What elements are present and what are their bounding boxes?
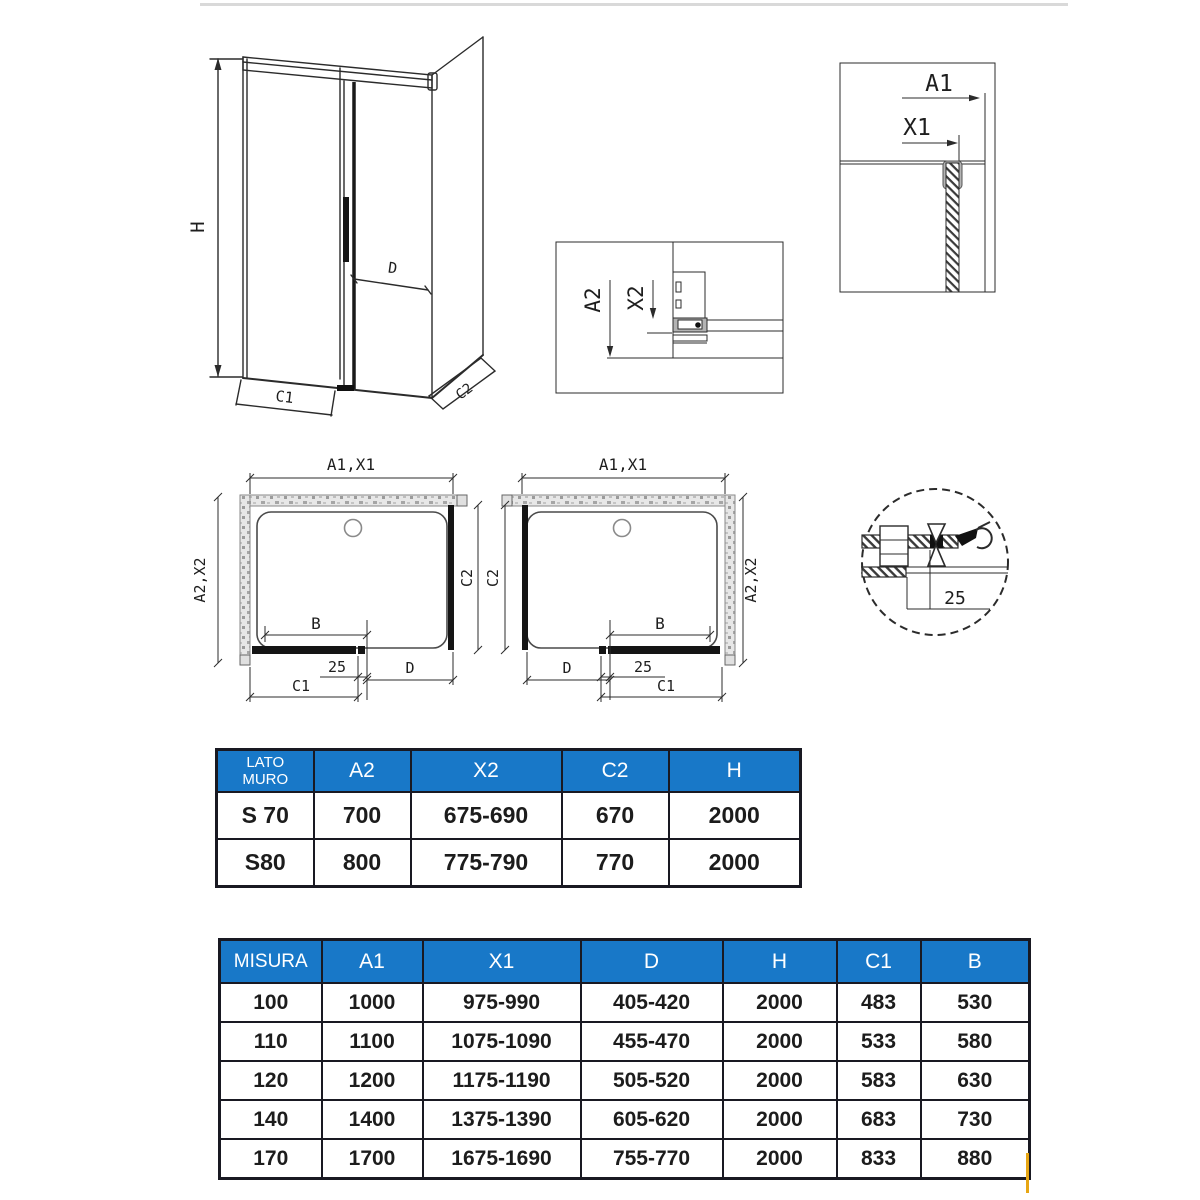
table-cell: 2000 xyxy=(723,1100,837,1139)
height-dimension xyxy=(210,58,242,377)
wall-profile-detail-a2x2 xyxy=(550,230,795,405)
width-dimension xyxy=(518,473,729,494)
table-row xyxy=(220,983,1030,1022)
table-cell: 483 xyxy=(837,983,921,1022)
table-cell: 1700 xyxy=(322,1139,423,1179)
column-header: B xyxy=(921,940,1030,984)
table-cell: 730 xyxy=(921,1100,1030,1139)
side-glass xyxy=(522,505,528,650)
table-row xyxy=(217,839,801,887)
column-header: C1 xyxy=(837,940,921,984)
column-header: D xyxy=(581,940,723,984)
column-header: X2 xyxy=(411,750,562,793)
table-row xyxy=(220,1100,1030,1139)
label-overlap: 25 xyxy=(633,658,653,676)
table-cell: 100 xyxy=(220,983,322,1022)
table-row xyxy=(220,1022,1030,1061)
table-cell: 2000 xyxy=(723,983,837,1022)
table-cell: 683 xyxy=(837,1100,921,1139)
label-c1: C1 xyxy=(291,677,311,695)
drain xyxy=(345,520,362,537)
table-cell: 700 xyxy=(314,792,411,839)
label-c1: C1 xyxy=(656,677,676,695)
label-h: H xyxy=(187,221,209,233)
table-cell: 670 xyxy=(562,792,669,839)
iso-view-drawing xyxy=(180,25,530,440)
table-cell: 2000 xyxy=(669,792,801,839)
table-cell: 605-620 xyxy=(581,1100,723,1139)
c2-dimension xyxy=(501,501,509,654)
plan-view-left xyxy=(190,450,490,710)
table-cell: 630 xyxy=(921,1061,1030,1100)
table-cell: 1075-1090 xyxy=(423,1022,581,1061)
table-row xyxy=(220,1139,1030,1179)
door-handle xyxy=(343,197,349,262)
table-cell: 1200 xyxy=(322,1061,423,1100)
label-width: A1,X1 xyxy=(598,455,648,474)
door-glass xyxy=(608,646,720,654)
label-overlap: 25 xyxy=(327,658,347,676)
column-header: MISURA xyxy=(220,940,322,984)
spec-table-sizes xyxy=(218,938,1031,1180)
door-glass xyxy=(252,646,356,654)
width-dimension xyxy=(246,473,457,494)
column-header: X1 xyxy=(423,940,581,984)
table-cell: 533 xyxy=(837,1022,921,1061)
top-divider xyxy=(200,3,1068,6)
fixed-panel xyxy=(243,57,437,398)
table-cell: 1175-1190 xyxy=(423,1061,581,1100)
detail-frame xyxy=(556,242,783,393)
label-c1: C1 xyxy=(274,387,295,408)
label-b: B xyxy=(655,614,665,633)
x2-arrow xyxy=(647,280,672,333)
label-opening: D xyxy=(405,659,415,677)
label-overlap: 25 xyxy=(944,588,966,609)
drain xyxy=(614,520,631,537)
table-cell: 1375-1390 xyxy=(423,1100,581,1139)
accent-mark xyxy=(1026,1153,1029,1193)
table-cell: 1000 xyxy=(322,983,423,1022)
table-cell: 580 xyxy=(921,1022,1030,1061)
table-cell: 1100 xyxy=(322,1022,423,1061)
table-cell: 110 xyxy=(220,1022,322,1061)
table-cell: 1400 xyxy=(322,1100,423,1139)
label-x2: X2 xyxy=(624,285,648,311)
label-opening: D xyxy=(562,659,572,677)
table-cell: 1675-1690 xyxy=(423,1139,581,1179)
table-cell: 120 xyxy=(220,1061,322,1100)
table-cell: 2000 xyxy=(723,1139,837,1179)
table-cell: 755-770 xyxy=(581,1139,723,1179)
table-cell: 675-690 xyxy=(411,792,562,839)
table-cell: 2000 xyxy=(723,1061,837,1100)
table-cell: 405-420 xyxy=(581,983,723,1022)
table-row xyxy=(220,1061,1030,1100)
table-cell: 770 xyxy=(562,839,669,887)
column-header: A2 xyxy=(314,750,411,793)
label-c2: C2 xyxy=(458,568,476,588)
table-cell: 775-790 xyxy=(411,839,562,887)
table-cell: 2000 xyxy=(723,1022,837,1061)
side-glass xyxy=(448,505,454,650)
glass-with-profile xyxy=(840,161,985,292)
table-cell: S80 xyxy=(217,839,314,887)
d-dimension xyxy=(351,275,431,294)
label-d: D xyxy=(386,258,399,278)
roller-wheel xyxy=(928,524,945,566)
table-cell: 2000 xyxy=(669,839,801,887)
header-row xyxy=(220,940,1030,984)
label-a1: A1 xyxy=(925,71,953,97)
spec-table-wall-side xyxy=(215,748,802,888)
roller-detail-drawing xyxy=(850,478,1015,643)
label-x1: X1 xyxy=(903,115,931,141)
label-a2: A2 xyxy=(581,287,605,313)
header-row xyxy=(217,750,801,793)
table-cell: 170 xyxy=(220,1139,322,1179)
table-cell: 800 xyxy=(314,839,411,887)
wall-profile-detail-a1x1 xyxy=(835,55,1005,300)
side-panel xyxy=(432,37,483,398)
label-depth: A2,X2 xyxy=(191,557,209,603)
table-cell: 140 xyxy=(220,1100,322,1139)
table-cell: 530 xyxy=(921,983,1030,1022)
a2-arrow xyxy=(607,280,613,357)
table-cell: 455-470 xyxy=(581,1022,723,1061)
column-header: C2 xyxy=(562,750,669,793)
table-row xyxy=(217,792,801,839)
table-cell: 505-520 xyxy=(581,1061,723,1100)
depth-dimension xyxy=(214,493,222,667)
table-cell: 833 xyxy=(837,1139,921,1179)
column-header: H xyxy=(669,750,801,793)
label-c2: C2 xyxy=(484,568,502,588)
label-depth: A2,X2 xyxy=(742,557,760,603)
door-knob xyxy=(599,646,606,654)
label-width: A1,X1 xyxy=(326,455,376,474)
column-header: LATO MURO xyxy=(217,750,314,793)
label-c2: C2 xyxy=(453,380,477,404)
label-b: B xyxy=(311,614,321,633)
table-cell: 583 xyxy=(837,1061,921,1100)
column-header: H xyxy=(723,940,837,984)
table-cell: 880 xyxy=(921,1139,1030,1179)
table-cell: S 70 xyxy=(217,792,314,839)
table-cell: 975-990 xyxy=(423,983,581,1022)
column-header: A1 xyxy=(322,940,423,984)
plan-view-right xyxy=(480,450,780,710)
door-knob xyxy=(358,646,365,654)
